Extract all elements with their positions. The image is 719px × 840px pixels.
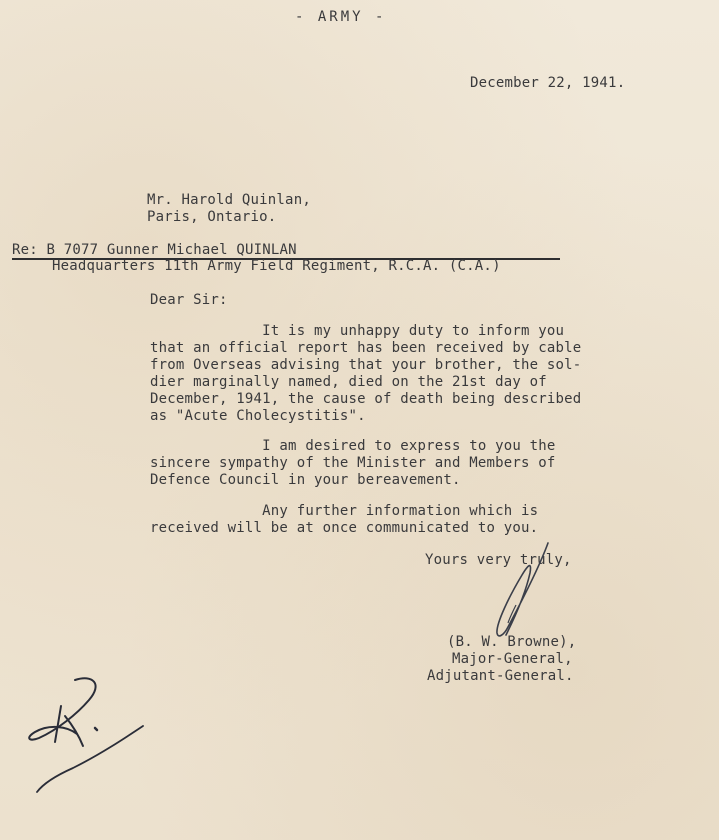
recipient-address: Paris, Ontario. [147,209,277,225]
body-line: Defence Council in your bereavement. [150,472,461,488]
reference-line: Re: B 7077 Gunner Michael QUINLAN [12,242,297,258]
body-line: from Overseas advising that your brother, the sol- [150,357,582,373]
salutation: Dear Sir: [150,292,228,308]
signatory-rank: Major-General, [452,651,573,667]
body-line: December, 1941, the cause of death being described [150,391,582,407]
body-line: I am desired to express to you the [150,438,556,454]
reference-unit: Headquarters 11th Army Field Regiment, R.C.A. (C.A.) [52,258,501,274]
body-line: as "Acute Cholecystitis". [150,408,366,424]
handwritten-signature [470,535,560,645]
body-line: that an official report has been received by cable [150,340,582,356]
body-line: dier marginally named, died on the 21st day of [150,374,547,390]
body-line: It is my unhappy duty to inform you [150,323,565,339]
body-line: received will be at once communicated to you. [150,520,539,536]
signatory-name: (B. W. Browne), [447,634,577,650]
signatory-title: Adjutant-General. [427,668,574,684]
complimentary-close: Yours very truly, [425,552,572,568]
letter-date: December 22, 1941. [470,75,626,91]
recipient-name: Mr. Harold Quinlan, [147,192,311,208]
body-line: sincere sympathy of the Minister and Members of [150,455,556,471]
letter-header: - ARMY - [295,9,387,25]
handwritten-initials [15,672,150,797]
body-line: Any further information which is [150,503,539,519]
